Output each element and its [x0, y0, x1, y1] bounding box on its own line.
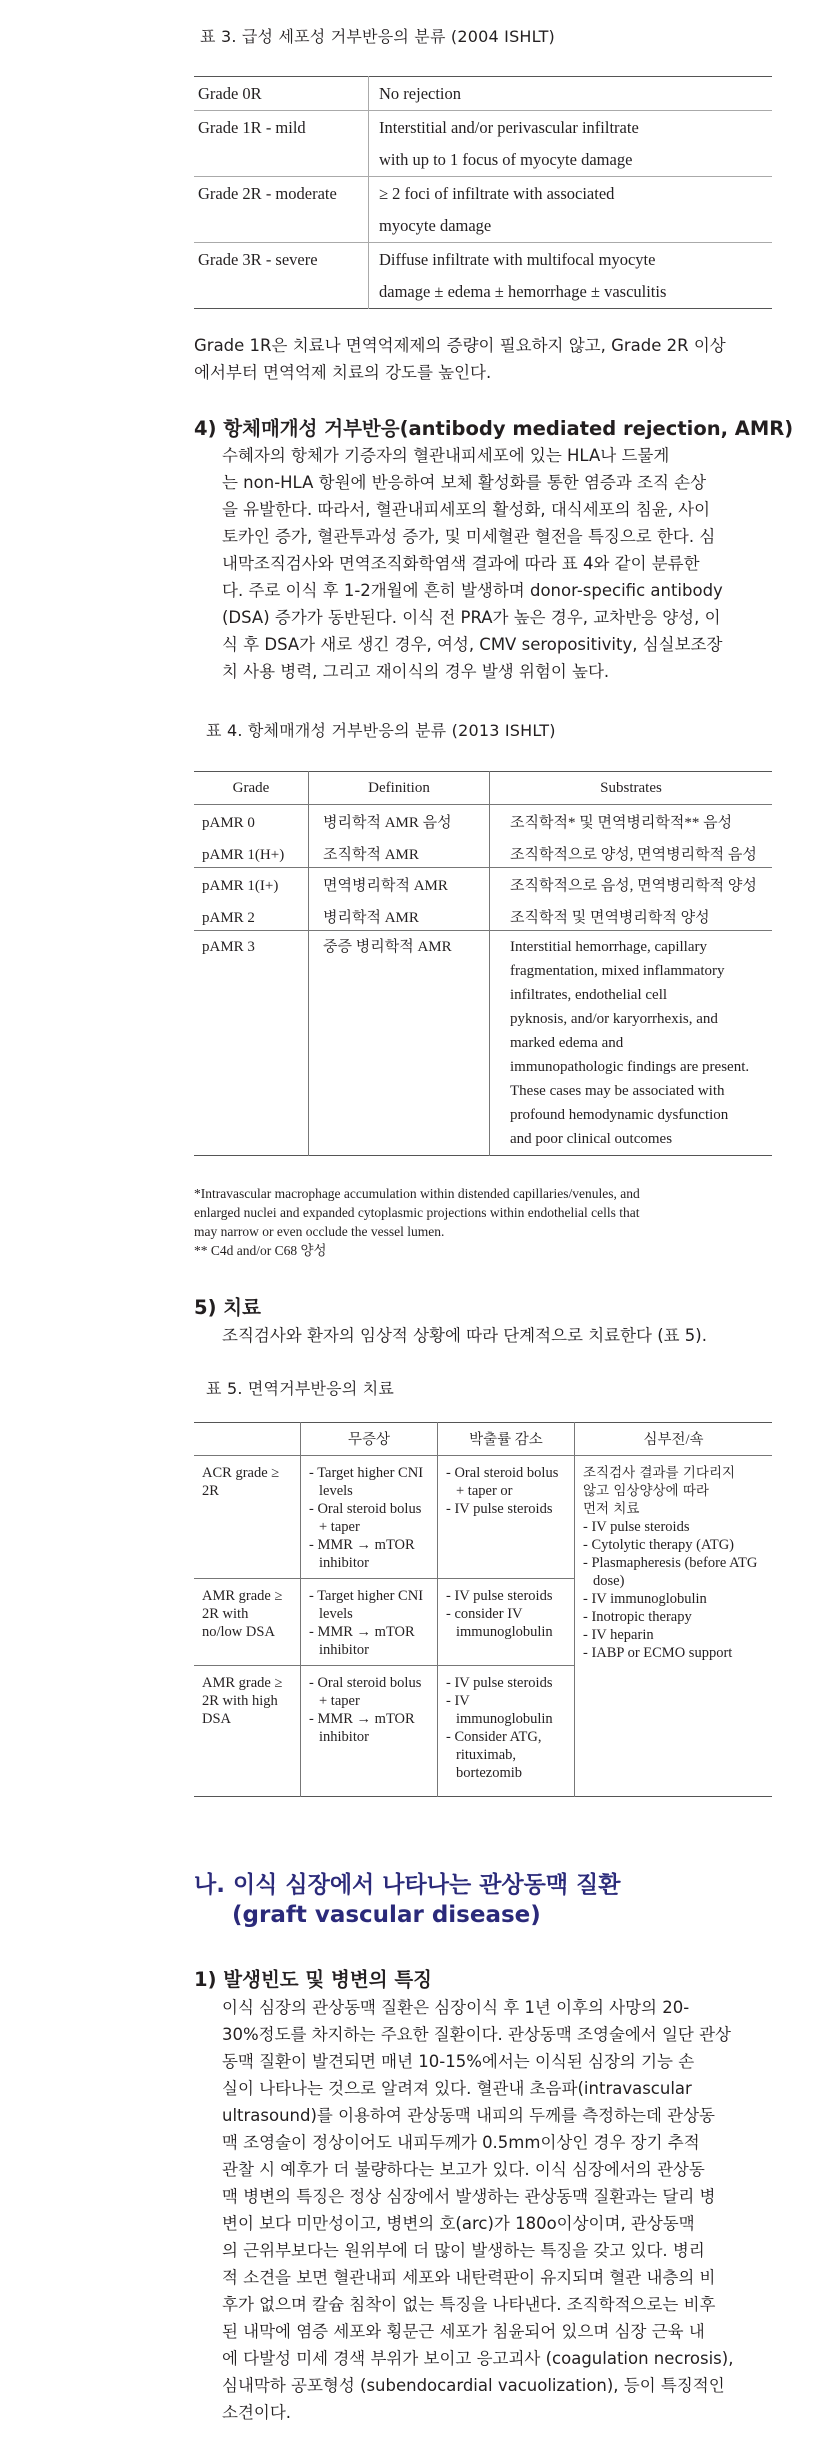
cell-line: damage ± edema ± hemorrhage ± vasculitis	[379, 282, 667, 301]
list-item: - IV pulse steroids	[446, 1675, 553, 1691]
cell-line: These cases may be associated with	[510, 1083, 725, 1099]
list-item: - MMR → mTOR inhibitor	[309, 1537, 415, 1571]
text-line: 는 non-HLA 항원에 반응하여 보체 활성화를 통한 염증과 조직 손상	[222, 473, 707, 492]
text-line: 소견이다.	[222, 2403, 292, 2422]
list-item: - IV pulse steroids	[583, 1519, 690, 1535]
list-item: - Cytolytic therapy (ATG)	[583, 1537, 735, 1553]
cell-line: and poor clinical outcomes	[510, 1131, 673, 1147]
list-item: - IV heparin	[583, 1627, 654, 1643]
text-line: Grade 1R은 치료나 면역억제제의 증량이 필요하지 않고, Grade 2R 이상	[194, 336, 726, 355]
cell-line: myocyte damage	[379, 216, 492, 235]
table-cell	[369, 77, 773, 111]
list-item: - Oral steroid bolus + taper	[309, 1501, 422, 1535]
table-cell	[369, 111, 773, 177]
table-cell	[490, 868, 773, 931]
cell-line: marked edema and	[510, 1035, 624, 1051]
table-row	[194, 77, 772, 111]
list-item: - consider IV immunoglobulin	[446, 1606, 553, 1640]
paragraph	[194, 332, 784, 386]
footnote-line: enlarged nuclei and expanded cytoplasmic projections within endothelial cells that	[194, 1205, 640, 1220]
table4	[194, 771, 772, 1156]
column-header: Grade	[194, 772, 309, 805]
column-header: 무증상	[301, 1423, 438, 1456]
cell-line: 조직학적 AMR	[323, 847, 419, 863]
text-line: 식 후 DSA가 새로 생긴 경우, 여성, CMV seropositivity, 심실보조장	[222, 635, 723, 654]
cell-line: with up to 1 focus of myocyte damage	[379, 150, 633, 169]
list-item: - Target higher CNI levels	[309, 1465, 424, 1499]
column-header: Substrates	[490, 772, 773, 805]
cell-line: fragmentation, mixed inflammatory	[510, 963, 725, 979]
cell-line: 조직학적으로 음성, 면역병리학적 양성	[510, 878, 757, 894]
text-line: 치 사용 병력, 그리고 재이식의 경우 발생 위험이 높다.	[222, 662, 610, 681]
text-line: 의 근위부보다는 원위부에 더 많이 발생하는 특징을 갖고 있다. 병리	[222, 2241, 705, 2260]
text-line: 맥 병변의 특징은 정상 심장에서 발생하는 관상동맥 질환과는 달리 병	[222, 2187, 716, 2206]
table-cell	[194, 1579, 301, 1666]
text-line: 적 소견을 보면 혈관내피 세포와 내탄력판이 유지되며 혈관 내층의 비	[222, 2268, 716, 2287]
cell-line: ≥ 2 foci of infiltrate with associated	[379, 184, 615, 203]
cell-line: Interstitial and/or perivascular infiltrate	[379, 118, 639, 137]
cell-line: pAMR 1(I+)	[202, 878, 279, 894]
table5	[194, 1422, 772, 1797]
footnote-line: ** C4d and/or C68 양성	[194, 1243, 327, 1258]
table-cell	[490, 805, 773, 868]
table4-caption: 표 4. 항체매개성 거부반응의 분류 (2013 ISHLT)	[206, 721, 556, 740]
cell-line: DSA	[202, 1711, 232, 1727]
table-cell	[309, 868, 490, 931]
list-item: - MMR → mTOR inhibitor	[309, 1711, 415, 1745]
list-item: - Oral steroid bolus + taper or	[446, 1465, 559, 1499]
table-row	[194, 931, 772, 1156]
section4-body	[222, 442, 787, 685]
table-row	[194, 805, 772, 868]
table-cell: Grade 3R - severe	[194, 243, 369, 309]
cell-line: 병리학적 AMR	[323, 910, 419, 926]
text-line: 실이 나타나는 것으로 알려져 있다. 혈관내 초음파(intravascular	[222, 2079, 692, 2098]
section-heading: 1) 발생빈도 및 병변의 특징	[194, 1968, 433, 1991]
cell-line: 병리학적 AMR 음성	[323, 815, 452, 831]
table-cell	[194, 868, 309, 931]
table-row	[194, 868, 772, 931]
table-cell: Grade 0R	[194, 77, 369, 111]
list-item: - IV immunoglobulin	[583, 1591, 707, 1607]
table-row	[194, 243, 772, 309]
cell-line: 조직검사 결과를 기다리지	[583, 1465, 736, 1481]
column-header: Definition	[309, 772, 490, 805]
cell-line: 조직학적* 및 면역병리학적** 음성	[510, 815, 733, 831]
table5-caption: 표 5. 면역거부반응의 치료	[206, 1379, 395, 1398]
cell-line: No rejection	[379, 84, 462, 103]
text-line: 후가 없으며 칼슘 침착이 없는 특징을 나타낸다. 조직학적으로는 비후	[222, 2295, 716, 2314]
table-cell	[438, 1456, 575, 1579]
text-line: 이식 심장의 관상동맥 질환은 심장이식 후 1년 이후의 사망의 20-	[222, 1998, 690, 2017]
list-item: - IABP or ECMO support	[583, 1645, 733, 1661]
cell-line: 먼저 치료	[583, 1501, 640, 1517]
list-item: - Plasmapheresis (before ATG dose)	[583, 1555, 758, 1589]
list-item: - Inotropic therapy	[583, 1609, 692, 1625]
text-line: 30%정도를 차지하는 주요한 질환이다. 관상동맥 조영술에서 일단 관상	[222, 2025, 731, 2044]
cell-line: Interstitial hemorrhage, capillary	[510, 939, 707, 955]
table-row	[194, 111, 772, 177]
shock-intro	[583, 1464, 766, 1518]
table-header-row	[194, 772, 772, 805]
list-item: - IV pulse steroids	[446, 1588, 553, 1604]
column-header: 박출률 감소	[438, 1423, 575, 1456]
table-cell	[369, 177, 773, 243]
text-line: ultrasound)를 이용하여 관상동맥 내피의 두께를 측정하는데 관상동	[222, 2106, 715, 2125]
text-line: 에 다발성 미세 경색 부위가 보이고 응고괴사 (coagulation necrosis),	[222, 2349, 734, 2368]
section-heading: 4) 항체매개성 거부반응(antibody mediated rejection, AMR)	[194, 417, 794, 440]
text-line: 다. 주로 이식 후 1-2개월에 흔히 발생하며 donor-specific antibody	[222, 581, 723, 600]
table4-footnotes	[194, 1184, 784, 1260]
text-line: 심내막하 공포형성 (subendocardial vacuolization), 등이 특징적인	[222, 2376, 725, 2395]
table-cell	[301, 1456, 438, 1579]
list-item: - Consider ATG, rituximab, bortezomib	[446, 1729, 542, 1781]
text-line: 토카인 증가, 혈관투과성 증가, 및 미세혈관 혈전을 특징으로 한다. 심	[222, 527, 716, 546]
section1-body	[222, 1994, 787, 2426]
cell-line: profound hemodynamic dysfunction	[510, 1107, 729, 1123]
cell-line: 않고 임상양상에 따라	[583, 1483, 709, 1499]
cell-line: pAMR 0	[202, 815, 255, 831]
cell-line: no/low DSA	[202, 1624, 275, 1640]
column-header: 심부전/쇽	[575, 1423, 773, 1456]
table-cell	[194, 805, 309, 868]
table-cell	[194, 1456, 301, 1579]
cell-line: 면역병리학적 AMR	[323, 878, 448, 894]
text-line: 을 유발한다. 따라서, 혈관내피세포의 활성화, 대식세포의 침윤, 사이	[222, 500, 711, 519]
cell-line: infiltrates, endothelial cell	[510, 987, 668, 1003]
table-cell	[301, 1579, 438, 1666]
table-cell	[369, 243, 773, 309]
text-line: (DSA) 증가가 동반된다. 이식 전 PRA가 높은 경우, 교차반응 양성, 이	[222, 608, 721, 627]
text-line: 관찰 시 예후가 더 불량하다는 보고가 있다. 이식 심장에서의 관상동	[222, 2160, 705, 2179]
table-cell	[438, 1666, 575, 1797]
table-cell: 중증 병리학적 AMR	[309, 931, 490, 1156]
table-cell: pAMR 3	[194, 931, 309, 1156]
table-row	[194, 177, 772, 243]
cell-line: 조직학적으로 양성, 면역병리학적 음성	[510, 847, 757, 863]
section-title-line: (graft vascular disease)	[232, 1902, 541, 1928]
cell-line: AMR grade ≥	[202, 1675, 283, 1691]
table-cell	[490, 931, 773, 1156]
table-cell	[309, 805, 490, 868]
list-item: - IV immunoglobulin	[446, 1693, 553, 1727]
list-item: - IV pulse steroids	[446, 1501, 553, 1517]
text-line: 된 내막에 염증 세포와 횡문근 세포가 침윤되어 있으며 심장 근육 내	[222, 2322, 705, 2341]
table3	[194, 76, 772, 309]
cell-line: 2R with high	[202, 1693, 278, 1709]
text-line: 에서부터 면역억제 치료의 강도를 높인다.	[194, 363, 492, 382]
column-header	[194, 1423, 301, 1456]
cell-line: pyknosis, and/or karyorrhexis, and	[510, 1011, 718, 1027]
list-item: - Oral steroid bolus + taper	[309, 1675, 422, 1709]
table-cell: Grade 2R - moderate	[194, 177, 369, 243]
list-item: - Target higher CNI levels	[309, 1588, 424, 1622]
footnote-line: may narrow or even occlude the vessel lumen.	[194, 1224, 445, 1239]
cell-line: immunopathologic findings are present.	[510, 1059, 750, 1075]
table-cell	[194, 1666, 301, 1797]
cell-line: pAMR 1(H+)	[202, 847, 285, 863]
list-item: - MMR → mTOR inhibitor	[309, 1624, 415, 1658]
section5-body: 조직검사와 환자의 임상적 상황에 따라 단계적으로 치료한다 (표 5).	[222, 1326, 707, 1345]
footnote-line: *Intravascular macrophage accumulation within distended capillaries/venules, and	[194, 1186, 640, 1201]
cell-line: AMR grade ≥	[202, 1588, 283, 1604]
table-row	[194, 1456, 772, 1579]
text-line: 동맥 질환이 발견되면 매년 10-15%에서는 이식된 심장의 기능 손	[222, 2052, 695, 2071]
table-cell: Grade 1R - mild	[194, 111, 369, 177]
section-heading: 5) 치료	[194, 1296, 261, 1319]
cell-line: 2R with	[202, 1606, 249, 1622]
cell-line: pAMR 2	[202, 910, 255, 926]
cell-line: Diffuse infiltrate with multifocal myocyte	[379, 250, 656, 269]
text-line: 내막조직검사와 면역조직화학염색 결과에 따라 표 4와 같이 분류한	[222, 554, 700, 573]
table-cell	[438, 1579, 575, 1666]
table-cell-shock	[575, 1456, 773, 1797]
section-title-line: 나. 이식 심장에서 나타나는 관상동맥 질환	[194, 1872, 621, 1898]
table-header-row	[194, 1423, 772, 1456]
table3-caption: 표 3. 급성 세포성 거부반응의 분류 (2004 ISHLT)	[200, 27, 555, 46]
section-title	[194, 1870, 620, 1930]
text-line: 변이 보다 미만성이고, 병변의 호(arc)가 180o이상이며, 관상동맥	[222, 2214, 695, 2233]
cell-line: ACR grade ≥ 2R	[202, 1465, 280, 1499]
text-line: 맥 조영술이 정상이어도 내피두께가 0.5mm이상인 경우 장기 추적	[222, 2133, 700, 2152]
table-cell	[301, 1666, 438, 1797]
text-line: 수혜자의 항체가 기증자의 혈관내피세포에 있는 HLA나 드물게	[222, 446, 670, 465]
cell-line: 조직학적 및 면역병리학적 양성	[510, 910, 710, 926]
